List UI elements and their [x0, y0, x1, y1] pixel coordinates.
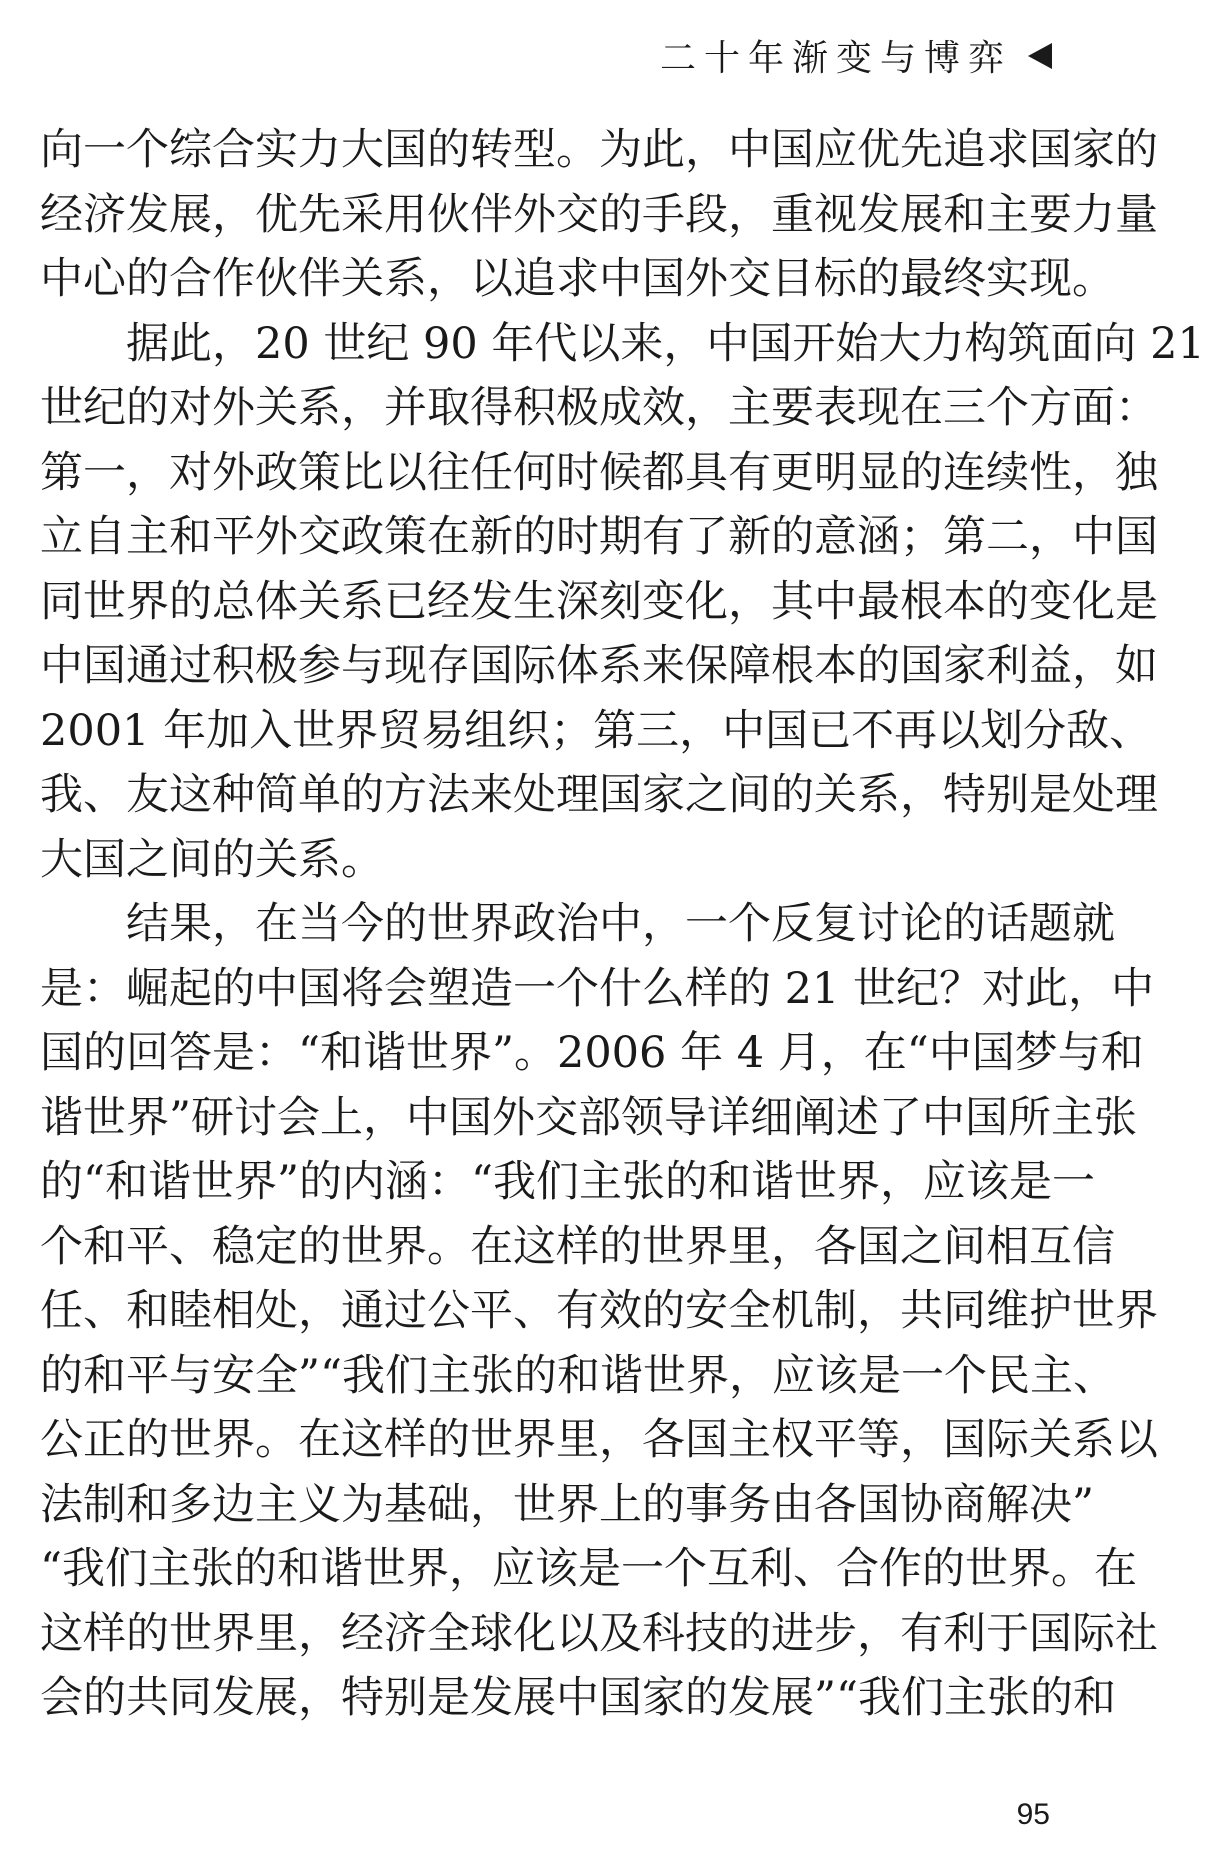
text-line: 大国之间的关系。 [40, 834, 384, 885]
paragraph [40, 118, 1158, 312]
text-line: 法制和多边主义为基础，世界上的事务由各国协商解决” [40, 1479, 1094, 1530]
body-text [40, 118, 1205, 1731]
left-triangle-icon [1028, 43, 1052, 69]
text-line: 同世界的总体关系已经发生深刻变化，其中最根本的变化是 [40, 576, 1158, 627]
page-number: 95 [1016, 1798, 1050, 1831]
text-line: 谐世界”研讨会上，中国外交部领导详细阐述了中国所主张 [40, 1092, 1137, 1143]
text-line: 的和平与安全”“我们主张的和谐世界，应该是一个民主、 [40, 1350, 1116, 1401]
text-line: 公正的世界。在这样的世界里，各国主权平等，国际关系以 [40, 1415, 1158, 1465]
text-line: 世纪的对外关系，并取得积极成效，主要表现在三个方面： [40, 383, 1158, 433]
text-line: 据此，20 世纪 90 年代以来，中国开始大力构筑面向 21 [126, 318, 1205, 369]
text-line: 会的共同发展，特别是发展中国家的发展”“我们主张的和 [40, 1673, 1116, 1723]
text-line: 2001 年加入世界贸易组织；第三，中国已不再以划分敌、 [40, 705, 1153, 756]
text-line: 中心的合作伙伴关系，以追求中国外交目标的最终实现。 [40, 254, 1115, 304]
paragraph [40, 312, 1205, 893]
text-line: 向一个综合实力大国的转型。为此，中国应优先追求国家的 [40, 125, 1158, 175]
text-line: 我、友这种简单的方法来处理国家之间的关系，特别是处理 [40, 770, 1158, 820]
text-line: 个和平、稳定的世界。在这样的世界里，各国之间相互信 [40, 1221, 1115, 1272]
section-title: 二十年渐变与博弈 [659, 38, 1012, 79]
text-line: 是：崛起的中国将会塑造一个什么样的 21 世纪？对此，中 [40, 963, 1155, 1014]
text-line: 立自主和平外交政策在新的时期有了新的意涵；第二，中国 [40, 512, 1158, 562]
text-line: 任、和睦相处，通过公平、有效的安全机制，共同维护世界 [40, 1286, 1158, 1336]
text-line: “我们主张的和谐世界，应该是一个互利、合作的世界。在 [40, 1544, 1137, 1594]
text-line: 经济发展，优先采用伙伴外交的手段，重视发展和主要力量 [40, 189, 1158, 240]
text-line: 第一，对外政策比以往任何时候都具有更明显的连续性，独 [40, 447, 1158, 498]
text-line: 这样的世界里，经济全球化以及科技的进步，有利于国际社 [40, 1608, 1158, 1659]
paragraph [40, 892, 1158, 1731]
text-line: 结果，在当今的世界政治中，一个反复讨论的话题就 [126, 899, 1115, 949]
text-line: 中国通过积极参与现存国际体系来保障根本的国家利益，如 [40, 641, 1158, 691]
running-header [660, 30, 1052, 81]
text-line: 国的回答是：“和谐世界”。2006 年 4 月，在“中国梦与和 [40, 1028, 1144, 1078]
text-line: 的“和谐世界”的内涵：“我们主张的和谐世界，应该是一 [40, 1157, 1095, 1207]
